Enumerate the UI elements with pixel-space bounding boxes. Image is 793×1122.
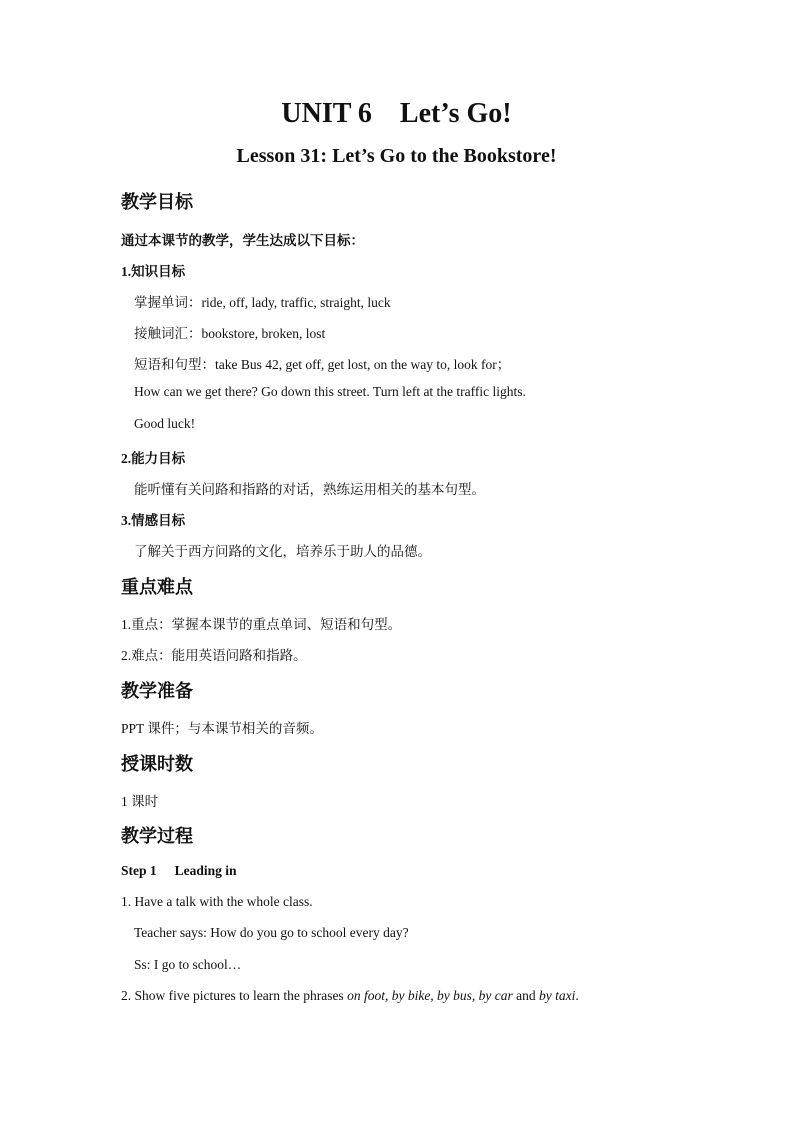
step-title: Leading in [174,863,237,878]
emotion-label: 3.情感目标 [121,513,186,528]
process-heading: 教学过程 [121,826,193,847]
item2-and: and [512,988,540,1003]
teacher-says: Teacher says: How do you go to school every day? [134,925,409,940]
exposure-words: 接触词汇：bookstore, broken, lost [134,326,326,341]
item2-prefix: 2. Show five pictures to learn the phrases [121,988,348,1003]
key-points-heading: 重点难点 [121,577,193,598]
process-item-1: 1. Have a talk with the whole class. [121,894,313,909]
unit-title [0,98,793,130]
sentences-line-1: How can we get there? Go down this street. Turn left at the traffic lights. [134,384,526,399]
emotion-text: 了解关于西方问路的文化，培养乐于助人的品德。 [134,544,431,559]
hours-text: 1 课时 [121,794,159,809]
key-point: 1.重点：掌握本课节的重点单词、短语和句型。 [121,617,402,632]
unit-name: Let’s Go! [399,98,512,129]
sentences-line-2: Good luck! [134,416,196,431]
item2-end: . [575,988,579,1003]
step-label: Step 1 [121,863,157,878]
objectives-intro: 通过本课节的教学，学生达成以下目标： [121,233,364,248]
phrases-line: 短语和句型：take Bus 42, get off, get lost, on the way to, look for； [134,357,511,372]
process-item-2 [121,988,579,1004]
item2-taxi: by taxi [539,988,576,1003]
lesson-title: Lesson 31: Let’s Go to the Bookstore! [236,145,557,167]
preparation-heading: 教学准备 [121,681,193,702]
hours-heading: 授课时数 [121,754,193,775]
ability-label: 2.能力目标 [121,451,186,466]
students-say: Ss: I go to school… [134,957,242,972]
master-words: 掌握单词：ride, off, lady, traffic, straight, luck [134,295,391,310]
step-1-heading [121,863,237,879]
objectives-heading: 教学目标 [121,192,193,213]
ability-text: 能听懂有关问路和指路的对话，熟练运用相关的基本句型。 [134,482,485,497]
item2-phrases: on foot, by bike, by bus, by car [347,988,513,1003]
unit-number: UNIT 6 [281,98,372,129]
difficult-point: 2.难点：能用英语问路和指路。 [121,648,307,663]
preparation-text: PPT 课件；与本课节相关的音频。 [121,721,323,736]
knowledge-label: 1.知识目标 [121,264,186,279]
